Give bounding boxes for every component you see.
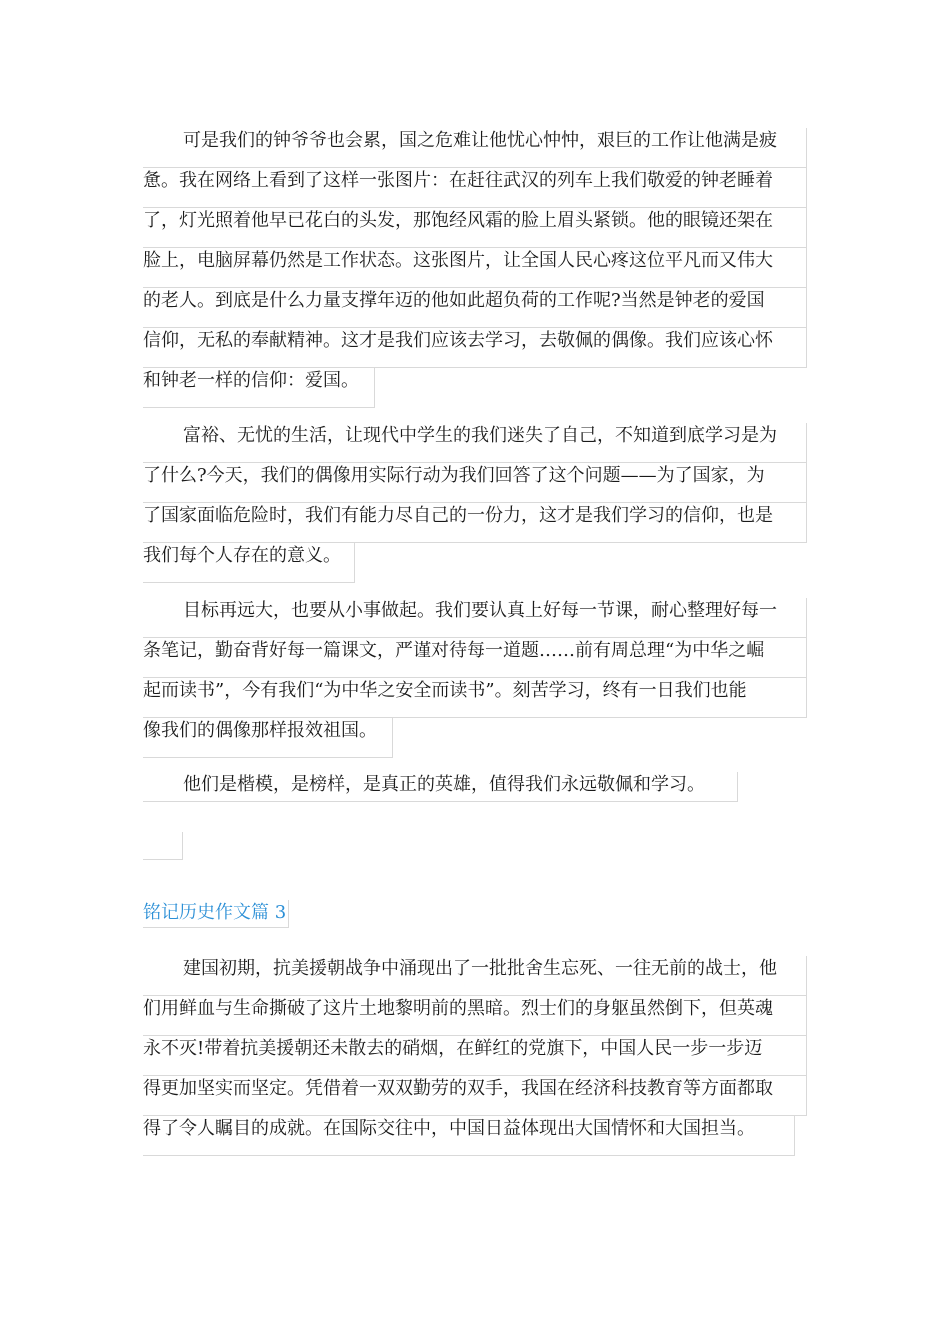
text-line: 永不灭!带着抗美援朝还未散去的硝烟，在鲜红的党旗下，中国人民一步一步迈 <box>143 1036 807 1076</box>
paragraph-3 <box>143 598 807 758</box>
text-line: 得了令人瞩目的成就。在国际交往中，中国日益体现出大国情怀和大国担当。 <box>143 1116 795 1156</box>
text-line: 和钟老一样的信仰：爱国。 <box>143 368 375 408</box>
text-line: 了国家面临危险时，我们有能力尽自己的一份力，这才是我们学习的信仰，也是 <box>143 503 807 543</box>
paragraph-4 <box>143 772 807 802</box>
text-line: 建国初期，抗美援朝战争中涌现出了一批批舍生忘死、一往无前的战士，他 <box>143 956 807 996</box>
text-line: 我们每个人存在的意义。 <box>143 543 355 583</box>
text-line: 惫。我在网络上看到了这样一张图片：在赶往武汉的列车上我们敬爱的钟老睡着 <box>143 168 807 208</box>
empty-line-box <box>143 832 183 860</box>
text-line: 可是我们的钟爷爷也会累，国之危难让他忧心忡忡，艰巨的工作让他满是疲 <box>143 128 807 168</box>
text-line: 们用鲜血与生命撕破了这片土地黎明前的黑暗。烈士们的身躯虽然倒下，但英魂 <box>143 996 807 1036</box>
text-line: 的老人。到底是什么力量支撑年迈的他如此超负荷的工作呢?当然是钟老的爱国 <box>143 288 807 328</box>
paragraph-1 <box>143 128 807 408</box>
text-line: 他们是楷模，是榜样，是真正的英雄，值得我们永远敬佩和学习。 <box>143 772 738 802</box>
text-line: 了，灯光照着他早已花白的头发，那饱经风霜的脸上眉头紧锁。他的眼镜还架在 <box>143 208 807 248</box>
text-line: 信仰，无私的奉献精神。这才是我们应该去学习，去敬佩的偶像。我们应该心怀 <box>143 328 807 368</box>
paragraph-2 <box>143 423 807 583</box>
section-heading: 铭记历史作文篇 3 <box>143 900 289 928</box>
text-line: 脸上，电脑屏幕仍然是工作状态。这张图片，让全国人民心疼这位平凡而又伟大 <box>143 248 807 288</box>
text-line: 了什么?今天，我们的偶像用实际行动为我们回答了这个问题——为了国家，为 <box>143 463 807 503</box>
text-line: 像我们的偶像那样报效祖国。 <box>143 718 393 758</box>
text-line: 得更加坚实而坚定。凭借着一双双勤劳的双手，我国在经济科技教育等方面都取 <box>143 1076 807 1116</box>
text-line: 起而读书”，今有我们“为中华之安全而读书”。刻苦学习，终有一日我们也能 <box>143 678 807 718</box>
text-line: 条笔记，勤奋背好每一篇课文，严谨对待每一道题……前有周总理“为中华之崛 <box>143 638 807 678</box>
text-line: 富裕、无忧的生活，让现代中学生的我们迷失了自己，不知道到底学习是为 <box>143 423 807 463</box>
text-line: 目标再远大，也要从小事做起。我们要认真上好每一节课，耐心整理好每一 <box>143 598 807 638</box>
paragraph-5 <box>143 956 807 1156</box>
